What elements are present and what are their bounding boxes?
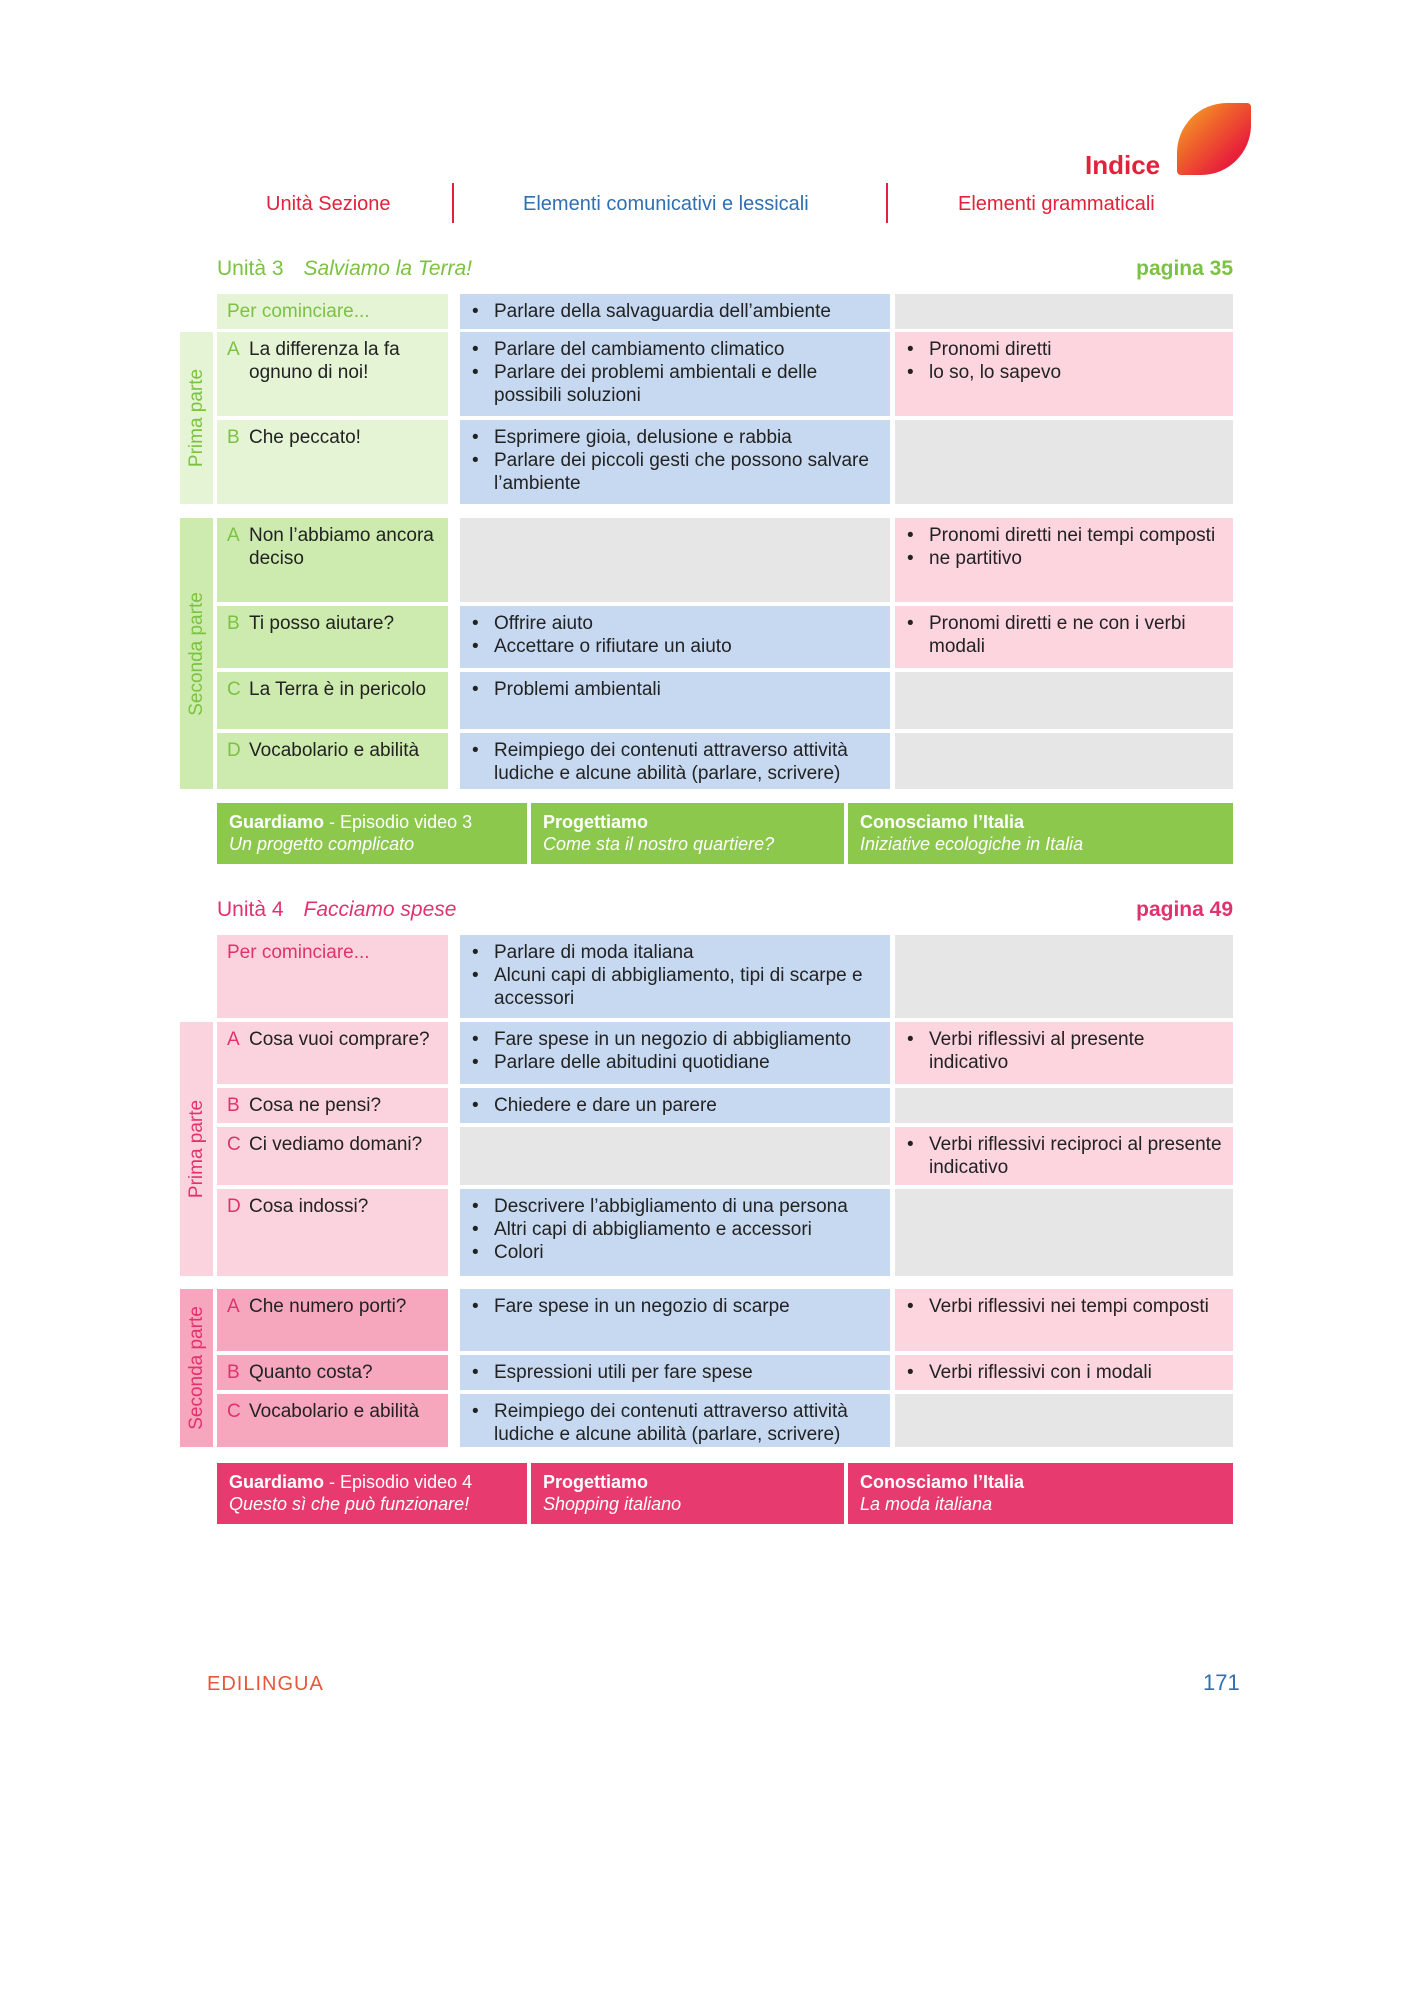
section-cell: [217, 332, 448, 416]
box-title: Progettiamo: [543, 812, 649, 832]
box-title: Conosciamo l’Italia: [860, 812, 1025, 832]
section-cell: [217, 294, 448, 329]
grammar-cell: [895, 672, 1233, 729]
communicative-cell: [460, 935, 890, 1018]
section-cell: [217, 518, 448, 602]
section-cell: [217, 672, 448, 729]
box-title: Guardiamo: [229, 812, 325, 832]
list-item: • Offrire aiuto: [494, 612, 880, 635]
list-item: • lo so, lo sapevo: [929, 361, 1223, 384]
list-item: • Espressioni utili per fare spese: [494, 1361, 880, 1384]
conosciamo-box: [848, 803, 1233, 864]
table-row: [217, 1127, 1233, 1185]
unit-3-page: pagina 35: [1136, 257, 1233, 280]
page-number: 171: [1203, 1670, 1240, 1695]
section-letter: A: [227, 525, 240, 546]
communicative-cell: [460, 332, 890, 416]
grammar-cell: [895, 294, 1233, 329]
section-cell: [217, 1022, 448, 1084]
communicative-cell: [460, 1355, 890, 1390]
list-item: • Reimpiego dei contenuti attraverso attività ludiche e alcune abilità (parlare, scrivere): [494, 1400, 880, 1446]
list-item: • Altri capi di abbigliamento e accessori: [494, 1218, 880, 1241]
grammar-cell: [895, 935, 1233, 1018]
box-subtitle: La moda italiana: [860, 1494, 993, 1514]
grammar-cell: [895, 1289, 1233, 1351]
section-label: Cosa vuoi comprare?: [249, 1029, 430, 1050]
part-label-seconda: Seconda parte: [180, 518, 213, 789]
list-item: • Verbi riflessivi al presente indicativo: [929, 1028, 1223, 1074]
guardiamo-box: [217, 803, 527, 864]
list-item: • ne partitivo: [929, 547, 1223, 570]
grammar-cell: [895, 332, 1233, 416]
communicative-cell: [460, 606, 890, 668]
table-row: [217, 294, 1233, 329]
section-label: Cosa indossi?: [249, 1196, 369, 1217]
conosciamo-box: [848, 1463, 1233, 1524]
list-item: • Parlare del cambiamento climatico: [494, 338, 880, 361]
section-letter: D: [227, 740, 241, 761]
section-letter: C: [227, 679, 241, 700]
list-item: • Parlare delle abitudini quotidiane: [494, 1051, 880, 1074]
list-item: • Problemi ambientali: [494, 678, 880, 701]
publisher-logo-shape: [1177, 103, 1251, 175]
section-cell: [217, 935, 448, 1018]
grammar-cell: [895, 1022, 1233, 1084]
grammar-cell: [895, 1088, 1233, 1123]
grammar-cell: [895, 733, 1233, 789]
unit-number: Unità 3: [217, 257, 284, 280]
unit-number: Unità 4: [217, 898, 284, 921]
progettiamo-box: [531, 1463, 844, 1524]
unit-4-page: pagina 49: [1136, 898, 1233, 921]
list-item: • Colori: [494, 1241, 880, 1264]
unit-4-title: [217, 898, 456, 922]
communicative-cell: [460, 294, 890, 329]
table-row: [217, 606, 1233, 668]
list-item: • Verbi riflessivi nei tempi composti: [929, 1295, 1223, 1318]
communicative-cell: [460, 1394, 890, 1447]
box-subtitle: Shopping italiano: [543, 1494, 682, 1514]
box-subtitle: Un progetto complicato: [229, 834, 415, 854]
communicative-cell: [460, 1189, 890, 1276]
grammar-cell: [895, 518, 1233, 602]
progettiamo-box: [531, 803, 844, 864]
unit-name: Facciamo spese: [303, 898, 457, 921]
table-row: [217, 332, 1233, 416]
list-item: • Accettare o rifiutare un aiuto: [494, 635, 880, 658]
section-letter: A: [227, 1296, 240, 1317]
part-label-prima: Prima parte: [180, 332, 213, 504]
part-label-prima: Prima parte: [180, 1022, 213, 1276]
list-item: • Parlare della salvaguardia dell’ambiente: [494, 300, 880, 323]
list-item: • Pronomi diretti: [929, 338, 1223, 361]
table-row: [217, 1289, 1233, 1351]
box-extra: - Episodio video 3: [324, 812, 473, 832]
list-item: • Fare spese in un negozio di scarpe: [494, 1295, 880, 1318]
section-label: Ci vediamo domani?: [249, 1134, 423, 1155]
list-item: • Fare spese in un negozio di abbigliamento: [494, 1028, 880, 1051]
page-title: Indice: [1085, 150, 1161, 180]
list-item: • Pronomi diretti nei tempi composti: [929, 524, 1223, 547]
section-label: Non l’abbiamo ancora deciso: [249, 525, 434, 569]
unit-3-footer-bar: [217, 803, 1233, 864]
box-extra: - Episodio video 4: [324, 1472, 473, 1492]
grammar-cell: [895, 1127, 1233, 1185]
grammar-cell: [895, 420, 1233, 504]
section-letter: B: [227, 1095, 240, 1116]
column-header-grammar: Elementi grammaticali: [958, 193, 1155, 215]
communicative-cell: [460, 420, 890, 504]
table-row: [217, 1355, 1233, 1390]
section-cell: [217, 420, 448, 504]
table-row: [217, 420, 1233, 504]
box-subtitle: Come sta il nostro quartiere?: [543, 834, 775, 854]
section-letter: B: [227, 613, 240, 634]
column-header-communicative: Elementi comunicativi e lessicali: [523, 193, 809, 215]
grammar-cell: [895, 1355, 1233, 1390]
section-cell: [217, 1394, 448, 1447]
list-item: • Alcuni capi di abbigliamento, tipi di scarpe e accessori: [494, 964, 880, 1010]
communicative-cell: [460, 1088, 890, 1123]
communicative-cell: [460, 1289, 890, 1351]
box-subtitle: Questo sì che può funzionare!: [229, 1494, 470, 1514]
publisher-brand: EDILINGUA: [207, 1673, 324, 1695]
guardiamo-box: [217, 1463, 527, 1524]
communicative-cell: [460, 1022, 890, 1084]
box-subtitle: Iniziative ecologiche in Italia: [860, 834, 1084, 854]
list-item: • Parlare dei piccoli gesti che possono salvare l’ambiente: [494, 449, 880, 495]
grammar-cell: [895, 1189, 1233, 1276]
table-row: [217, 1088, 1233, 1123]
grammar-cell: [895, 1394, 1233, 1447]
column-header-unit: Unità Sezione: [266, 193, 391, 215]
section-letter: B: [227, 1362, 240, 1383]
table-row: [217, 935, 1233, 1018]
box-title: Conosciamo l’Italia: [860, 1472, 1025, 1492]
section-letter: D: [227, 1196, 241, 1217]
communicative-cell: [460, 518, 890, 602]
communicative-cell: [460, 672, 890, 729]
section-letter: C: [227, 1401, 241, 1422]
box-title: Guardiamo: [229, 1472, 325, 1492]
communicative-cell: [460, 733, 890, 789]
list-item: • Descrivere l’abbigliamento di una persona: [494, 1195, 880, 1218]
communicative-cell: [460, 1127, 890, 1185]
header-divider: [452, 183, 454, 223]
table-row: [217, 1189, 1233, 1276]
table-row: [217, 672, 1233, 729]
list-item: • Verbi riflessivi reciproci al presente indicativo: [929, 1133, 1223, 1179]
table-row: [217, 733, 1233, 789]
list-item: • Parlare dei problemi ambientali e delle possibili soluzioni: [494, 361, 880, 407]
section-letter: A: [227, 1029, 240, 1050]
table-row: [217, 1394, 1233, 1447]
unit-name: Salviamo la Terra!: [303, 257, 473, 280]
section-label: Vocabolario e abilità: [249, 740, 420, 761]
list-item: • Verbi riflessivi con i modali: [929, 1361, 1223, 1384]
section-label: Che numero porti?: [249, 1296, 407, 1317]
unit-3-title: [217, 257, 472, 281]
section-cell: [217, 1355, 448, 1390]
section-label: La differenza la fa ognuno di noi!: [249, 339, 400, 383]
section-label: Cosa ne pensi?: [249, 1095, 382, 1116]
section-label: Per cominciare...: [227, 301, 370, 322]
section-label: Quanto costa?: [249, 1362, 373, 1383]
section-letter: C: [227, 1134, 241, 1155]
header-divider: [886, 183, 888, 223]
box-title: Progettiamo: [543, 1472, 649, 1492]
section-cell: [217, 606, 448, 668]
section-label: Ti posso aiutare?: [249, 613, 395, 634]
list-item: • Pronomi diretti e ne con i verbi modali: [929, 612, 1223, 658]
part-label-seconda: Seconda parte: [180, 1289, 213, 1447]
list-item: • Esprimere gioia, delusione e rabbia: [494, 426, 880, 449]
section-letter: A: [227, 339, 240, 360]
list-item: • Reimpiego dei contenuti attraverso attività ludiche e alcune abilità (parlare, scrivere): [494, 739, 880, 785]
section-letter: B: [227, 427, 240, 448]
section-label: La Terra è in pericolo: [249, 679, 427, 700]
section-label: Per cominciare...: [227, 942, 370, 963]
section-cell: [217, 1127, 448, 1185]
grammar-cell: [895, 606, 1233, 668]
section-cell: [217, 1088, 448, 1123]
section-label: Vocabolario e abilità: [249, 1401, 420, 1422]
table-row: [217, 1022, 1233, 1084]
list-item: • Chiedere e dare un parere: [494, 1094, 880, 1117]
section-cell: [217, 733, 448, 789]
section-cell: [217, 1289, 448, 1351]
list-item: • Parlare di moda italiana: [494, 941, 880, 964]
table-row: [217, 518, 1233, 602]
section-cell: [217, 1189, 448, 1276]
unit-4-footer-bar: [217, 1463, 1233, 1524]
section-label: Che peccato!: [249, 427, 361, 448]
